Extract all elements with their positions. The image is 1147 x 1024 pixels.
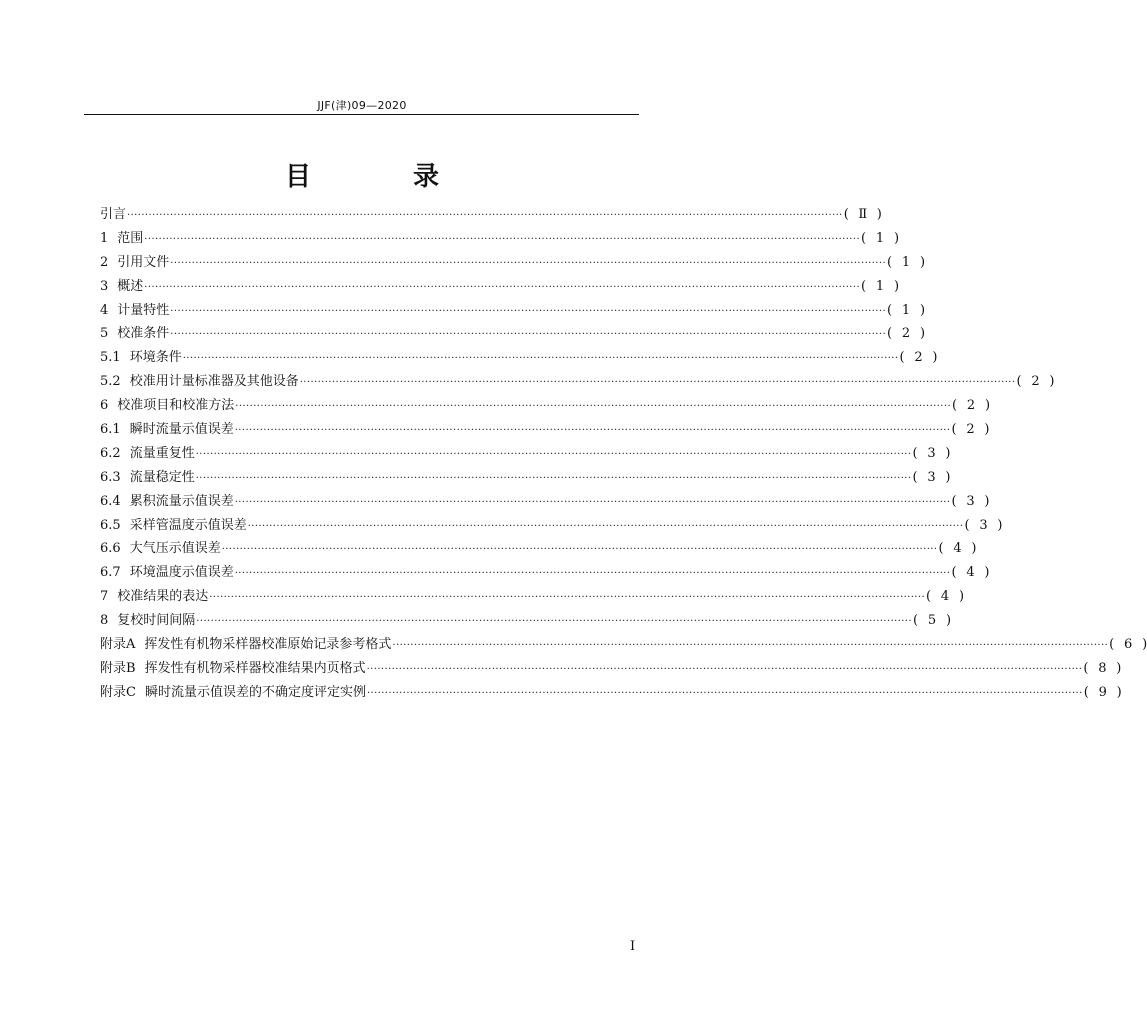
toc-entry-label: 校准结果的表达 [117,589,209,605]
toc-entry[interactable] [100,418,990,442]
toc-entry-page: ( 4 ) [938,541,977,557]
toc-dot-leader: ········································································································································································································ [195,448,912,460]
toc-dot-leader: ········································································································································································································ [235,401,952,413]
toc-entry-page: ( 4 ) [951,565,990,581]
toc-dot-leader: ········································································································································································································ [234,425,951,437]
toc-entry-label: 瞬时流量示值误差 [129,422,234,438]
toc-entry-page: ( 3 ) [964,517,1003,533]
toc-entry-label: 校准项目和校准方法 [117,398,235,414]
toc-dot-leader: ········································································································································································································ [221,544,938,556]
toc-dot-leader: ········································································································································································································ [144,281,861,293]
toc-entry-label: 校准用计量标准器及其他设备 [129,374,299,390]
toc-entry-page: ( 9 ) [1083,684,1122,700]
toc-entry[interactable] [100,466,951,490]
toc-dot-leader: ········································································································································································································ [366,687,1083,699]
toc-entry-label: 引言 [100,207,127,222]
toc-entry[interactable] [100,227,900,251]
toc-entry[interactable] [100,657,1122,681]
toc-entry[interactable] [100,514,1003,538]
page-title: 目 录 [284,162,477,192]
toc-entry-number: 附录A [100,637,136,653]
toc-entry[interactable] [100,490,990,514]
toc-entry[interactable] [100,633,1147,657]
toc-entry-number: 1 [100,230,109,246]
toc-entry-number: 附录B [100,660,136,676]
toc-entry-page: ( Ⅱ ) [843,207,882,222]
toc-entry-page: ( 2 ) [899,350,938,366]
toc-entry-page: ( 1 ) [861,230,900,246]
toc-entry[interactable] [100,681,1122,705]
toc-entry-label: 流量稳定性 [129,469,195,485]
toc-entry-number: 6.1 [100,422,121,438]
toc-entry-page: ( 4 ) [926,589,965,605]
toc-entry-number: 6.5 [100,517,121,533]
toc-entry-label: 引用文件 [117,254,170,270]
toc-dot-leader: ········································································································································································································ [127,210,843,221]
toc-entry[interactable] [100,203,882,227]
toc-entry[interactable] [100,322,926,346]
toc-entry-number: 3 [100,278,109,294]
toc-dot-leader: ········································································································································································································ [234,496,951,508]
toc-entry-number: 6.7 [100,565,121,581]
toc-entry-number: 7 [100,589,109,605]
toc-entry-label: 范围 [117,230,144,246]
toc-entry-page: ( 5 ) [913,613,952,629]
toc-dot-leader: ········································································································································································································ [299,377,1016,389]
toc-entry-page: ( 2 ) [887,326,926,342]
toc-entry-number: 6.3 [100,469,121,485]
toc-entry[interactable] [100,561,990,585]
toc-entry-page: ( 2 ) [1016,374,1055,390]
toc-entry[interactable] [100,609,952,633]
toc-entry-label: 概述 [117,278,144,294]
toc-entry[interactable] [100,275,900,299]
toc-dot-leader: ········································································································································································································ [247,520,964,532]
toc-entry-page: ( 1 ) [861,278,900,294]
toc-entry-page: ( 1 ) [887,254,926,270]
toc-entry-label: 采样管温度示值误差 [129,517,247,533]
toc-entry[interactable] [100,585,965,609]
toc-entry-number: 6.4 [100,493,121,509]
toc-entry-page: ( 3 ) [912,469,951,485]
toc-dot-leader: ········································································································································································································ [182,353,899,365]
toc-entry-label: 挥发性有机物采样器校准原始记录参考格式 [144,637,392,653]
toc-dot-leader: ········································································································································································································ [196,616,913,628]
toc-entry-label: 流量重复性 [129,445,195,461]
toc-entry-label: 校准条件 [117,326,170,342]
toc-dot-leader: ········································································································································································································ [366,663,1083,675]
toc-entry-number: 5 [100,326,109,342]
toc-entry[interactable] [100,299,926,323]
toc-dot-leader: ········································································································································································································ [195,472,912,484]
toc-entry-number: 5.2 [100,374,121,390]
toc-dot-leader: ········································································································································································································ [170,257,887,269]
toc-dot-leader: ········································································································································································································ [209,592,926,604]
header-divider [84,114,639,115]
toc-dot-leader: ········································································································································································································ [170,329,887,341]
toc-entry-number: 8 [100,613,109,629]
toc-entry-number: 2 [100,254,109,270]
toc-dot-leader: ········································································································································································································ [234,568,951,580]
toc-entry-page: ( 3 ) [951,493,990,509]
toc-dot-leader: ········································································································································································································ [144,233,861,245]
toc-entry-label: 累积流量示值误差 [129,493,234,509]
toc-entry-label: 计量特性 [117,302,170,318]
toc-entry-number: 6.6 [100,541,121,557]
toc-entry-page: ( 8 ) [1083,660,1122,676]
page-number: I [630,939,636,954]
toc-entry-number: 4 [100,302,109,318]
toc-entry-number: 附录C [100,684,136,700]
toc-entry-label: 环境条件 [129,350,182,366]
toc-entry-page: ( 3 ) [912,445,951,461]
toc-entry-label: 瞬时流量示值误差的不确定度评定实例 [144,684,366,700]
toc-entry[interactable] [100,251,926,275]
table-of-contents [100,203,1147,705]
toc-entry-number: 6.2 [100,445,121,461]
toc-entry[interactable] [100,394,991,418]
toc-entry-page: ( 1 ) [887,302,926,318]
toc-entry[interactable] [100,537,977,561]
toc-entry-number: 5.1 [100,350,121,366]
toc-entry-label: 环境温度示值误差 [129,565,234,581]
toc-entry[interactable] [100,370,1055,394]
toc-entry-label: 复校时间间隔 [117,613,196,629]
toc-entry-page: ( 6 ) [1109,637,1147,653]
toc-entry-page: ( 2 ) [951,422,990,438]
document-code-header: JJF(津)09—2020 [317,99,407,112]
toc-entry-label: 大气压示值误差 [129,541,221,557]
toc-entry-number: 6 [100,398,109,414]
toc-entry[interactable] [100,442,951,466]
toc-entry[interactable] [100,346,938,370]
toc-dot-leader: ········································································································································································································ [170,305,887,317]
toc-entry-label: 挥发性有机物采样器校准结果内页格式 [144,660,366,676]
toc-entry-page: ( 2 ) [952,398,991,414]
toc-dot-leader: ········································································································································································································ [392,640,1109,652]
